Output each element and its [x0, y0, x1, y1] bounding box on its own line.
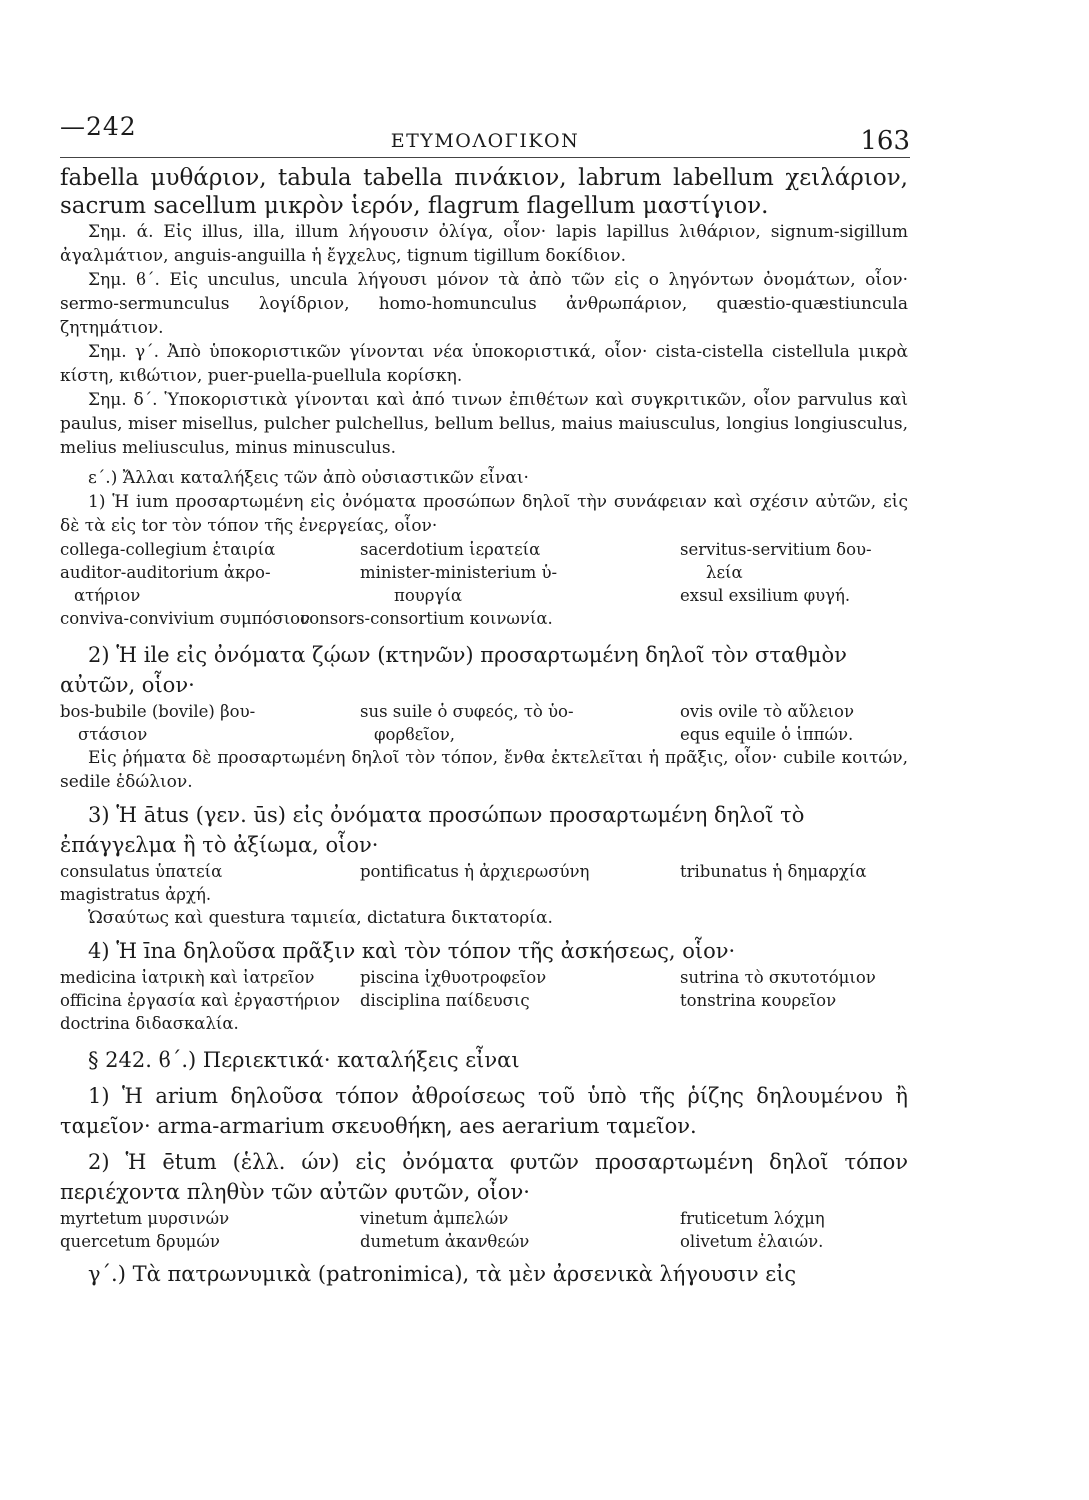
list-item: myrtetum μυρσινών [60, 1209, 230, 1228]
list-item: medicina ἰατρικὴ καὶ ἰατρεῖον [60, 968, 315, 987]
paragraph-questura: Ὡσαύτως καὶ questura ταμιεία, dictatura δικτατορία. [88, 908, 553, 928]
list-item: bos-bubile (bovile) βου- [60, 702, 256, 721]
table-ile-col-1 [60, 700, 360, 746]
list-item: dumetum ἀκανθεών [360, 1232, 530, 1251]
list-item: disciplina παίδευσις [360, 991, 530, 1010]
paragraph-ile-verbs: Εἰς ῥήματα δὲ προσαρτωμένη δηλοῖ τὸν τόπον, ἔνθα ἐκτελεῖται ἡ πρᾶξις, οἷον· cubile κοιτών, sedile ἑδώλιον. [60, 748, 908, 792]
paragraph-patronymics: γ΄.) Τὰ πατρωνυμικὰ (patronimica), τὰ μὲν ἀρσενικὰ λήγουσιν εἰς [88, 1262, 797, 1286]
page-header [60, 112, 910, 160]
list-item: officina ἐργασία καὶ ἐργαστήριον [60, 991, 340, 1010]
list-item: collega-collegium ἑταιρία [60, 540, 276, 559]
paragraph-other-endings: ε΄.) Ἄλλαι καταλήξεις τῶν ἀπὸ οὐσιαστικῶν εἶναι· [88, 468, 529, 488]
list-item: servitus-servitium δου- [680, 540, 872, 559]
list-item: exsul exsilium φυγή. [680, 586, 851, 605]
table-etum-col-1 [60, 1207, 360, 1253]
list-item: λεία [706, 563, 743, 582]
note-a: Σημ. ά. Εἰς illus, illa, illum λήγουσιν ὀλίγα, οἷον· lapis lapillus λιθάριον, signum-sigillum ἀγαλμάτιον, anguis-anguilla ἡ ἔγχελυς, tignum tigillum δοκίδιον. [60, 222, 908, 266]
paragraph-diminutives: fabella μυθάριον, tabula tabella πινάκιον, labrum labellum χειλάριον, sacrum sacellum μικρὸν ἱερόν, flagrum flagellum μαστίγιον. [60, 165, 908, 219]
list-item: consulatus ὑπατεία [60, 862, 223, 881]
list-item: pontificatus ἡ ἀρχιερωσύνη [360, 862, 590, 881]
list-item: sutrina τὸ σκυτοτόμιον [680, 968, 876, 987]
table-ium [60, 538, 908, 630]
table-ina [60, 966, 908, 1035]
list-item: φορϐεῖον, [374, 725, 456, 744]
list-item: sacerdotium ἱερατεία [360, 540, 541, 559]
list-item: magistratus ἀρχή. [60, 885, 212, 904]
list-item: auditor-auditorium ἀκρο- [60, 563, 271, 582]
paragraph-arium: 1) Ἡ arium δηλοῦσα τόπον ἀθροίσεως τοῦ ὑπὸ τῆς ῥίζης δηλουμένου ἢ ταμεῖον· arma-armarium σκευοθήκη, aes aerarium ταμεῖον. [60, 1084, 908, 1138]
list-item: ovis ovile τὸ αὔλειον [680, 702, 854, 721]
section-number: — 242 [60, 112, 137, 141]
list-item: sus suile ὁ συφεός, τὸ ὑο- [360, 702, 574, 721]
note-c: Σημ. γ΄. Ἀπὸ ὑποκοριστικῶν γίνονται νέα ὑποκοριστικά, οἷον· cista-cistella cistellula μικρὰ κίστη, κιϐώτιον, puer-puella-puellula κορίσκη. [60, 342, 908, 386]
list-item: fruticetum λόχμη [680, 1209, 825, 1228]
table-ile-col-2 [360, 700, 680, 746]
table-etum-col-2 [360, 1207, 680, 1253]
table-ium-col-2 [300, 538, 680, 630]
list-item: equs equile ὁ ἱππών. [680, 725, 854, 744]
list-item: doctrina διδασκαλία. [60, 1014, 239, 1033]
paragraph-atus: 3) Ἡ ātus (γεν. ūs) εἰς ὀνόματα προσώπων προσαρτωμένη δηλοῖ τὸ ἐπάγγελμα ἢ τὸ ἀξίωμα, οἷον· [60, 803, 805, 857]
table-atus-col-3 [680, 860, 908, 906]
list-item: στάσιον [78, 725, 148, 744]
running-title: ΕΤΥΜΟΛΟΓΙΚΟΝ [390, 130, 580, 152]
table-etum [60, 1207, 908, 1253]
table-ile [60, 700, 908, 746]
note-d: Σημ. δ΄. Ὑποκοριστικὰ γίνονται καὶ ἀπό τινων ἐπιθέτων καὶ συγκριτικῶν, οἷον parvulus καὶ paulus, miser misellus, pulcher pulchellus, bellum bellus, maius maiusculus, longius longiusculus, melius meliusculus, minus minusculus. [60, 390, 908, 458]
list-item: tribunatus ἡ δημαρχία [680, 862, 867, 881]
list-item: ατήριον [74, 586, 141, 605]
note-b: Σημ. ϐ΄. Εἰς unculus, uncula λήγουσι μόνον τὰ ἀπὸ τῶν εἰς o ληγόντων ὀνομάτων, οἷον· sermo-sermunculus λογίδριον, homo-homunculus ἀνθρωπάριον, quæstio-quæstiuncula ζητημάτιον. [60, 270, 908, 338]
table-ina-col-2 [360, 966, 680, 1035]
table-ina-col-3 [680, 966, 908, 1035]
list-item: minister-ministerium ὑ- [360, 563, 558, 582]
paragraph-etum: 2) Ἡ ētum (ἑλλ. ών) εἰς ὀνόματα φυτῶν προσαρτωμένη δηλοῖ τόπον περιέχοντα πληθὺν τῶν αὐτῶν φυτῶν, οἷον· [60, 1150, 908, 1204]
table-atus-col-1 [60, 860, 360, 906]
paragraph-ile: 2) Ἡ ile εἰς ὀνόματα ζῴων (κτηνῶν) προσαρτωμένη δηλοῖ τὸν σταθμὸν αὐτῶν, οἷον· [60, 643, 847, 697]
list-item: olivetum ἐλαιών. [680, 1232, 824, 1251]
table-ium-col-3 [680, 538, 908, 630]
list-item: quercetum δρυμών [60, 1232, 220, 1251]
table-atus-col-2 [360, 860, 680, 906]
paragraph-ina: 4) Ἡ īna δηλοῦσα πρᾶξιν καὶ τὸν τόπον τῆς ἀσκήσεως, οἷον· [88, 939, 736, 963]
list-item: tonstrina κουρεῖον [680, 991, 837, 1010]
page-body [60, 164, 908, 1289]
section-heading-242: § 242. ϐ΄.) Περιεκτικά· καταλήξεις εἶναι [88, 1048, 520, 1072]
list-item: conviva-convivium συμπόσιον [60, 609, 311, 628]
list-item: πουργία [394, 586, 462, 605]
table-etum-col-3 [680, 1207, 908, 1253]
header-rule [60, 157, 910, 158]
page-number: 163 [860, 126, 910, 156]
paragraph-ium: 1) Ἡ ium προσαρτωμένη εἰς ὀνόματα προσώπων δηλοῖ τὴν συνάφειαν καὶ σχέσιν αὐτῶν, εἰς δὲ τὰ εἰς tor τὸν τόπον τῆς ἐνεργείας, οἷον· [60, 492, 908, 536]
list-item: vinetum ἀμπελών [360, 1209, 509, 1228]
table-atus [60, 860, 908, 906]
list-item: piscina ἰχθυοτροφεῖον [360, 968, 547, 987]
table-ina-col-1 [60, 966, 360, 1035]
table-ile-col-3 [680, 700, 908, 746]
list-item: consors-consortium κοινωνία. [300, 609, 553, 628]
